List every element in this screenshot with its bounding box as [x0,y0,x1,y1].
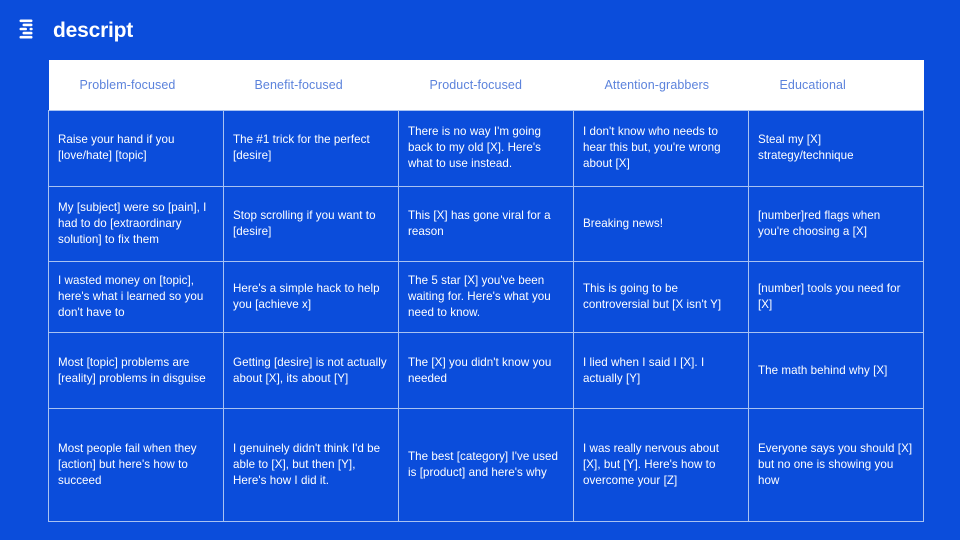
table-cell: My [subject] were so [pain], I had to do [extraordinary solution] to fix them [49,186,224,262]
table-body [49,111,924,522]
table-cell: [number] tools you need for [X] [749,262,924,333]
table-cell: The #1 trick for the perfect [desire] [224,111,399,187]
table-cell: The best [category] I've used is [product] and here's why [399,408,574,521]
table-cell: This [X] has gone viral for a reason [399,186,574,262]
table-cell: Getting [desire] is not actually about [X], its about [Y] [224,333,399,409]
table-cell: Steal my [X] strategy/technique [749,111,924,187]
column-header-problem-focused: Problem-focused [49,60,224,111]
column-header-educational: Educational [749,60,924,111]
table-row [49,408,924,521]
table-cell: The 5 star [X] you've been waiting for. Here's what you need to know. [399,262,574,333]
table-cell: The [X] you didn't know you needed [399,333,574,409]
table-cell: Stop scrolling if you want to [desire] [224,186,399,262]
table-row [49,262,924,333]
matrix-table [48,60,924,522]
table-cell: There is no way I'm going back to my old [X]. Here's what to use instead. [399,111,574,187]
hook-ideas-table [48,60,924,522]
table-header-row [49,60,924,111]
table-cell: Most people fail when they [action] but here's how to succeed [49,408,224,521]
table-cell: [number]red flags when you're choosing a [X] [749,186,924,262]
table-cell: Everyone says you should [X] but no one is showing you how [749,408,924,521]
brand-name: descript [53,18,134,42]
table-cell: I lied when I said I [X]. I actually [Y] [574,333,749,409]
table-cell: I wasted money on [topic], here's what i learned so you don't have to [49,262,224,333]
table-cell: Here's a simple hack to help you [achieve x] [224,262,399,333]
table-cell: Most [topic] problems are [reality] problems in disguise [49,333,224,409]
table-cell: The math behind why [X] [749,333,924,409]
table-row [49,333,924,409]
table-cell: Breaking news! [574,186,749,262]
table-cell: This is going to be controversial but [X isn't Y] [574,262,749,333]
column-header-benefit-focused: Benefit-focused [224,60,399,111]
table-cell: I was really nervous about [X], but [Y]. Here's how to overcome your [Z] [574,408,749,521]
brand-logo [18,16,133,44]
table-cell: I genuinely didn't think I'd be able to [X], but then [Y], Here's how I did it. [224,408,399,521]
table-cell: I don't know who needs to hear this but, you're wrong about [X] [574,111,749,187]
table-row [49,186,924,262]
table-header [49,60,924,111]
descript-logo-icon [18,17,44,43]
table-cell: Raise your hand if you [love/hate] [topic] [49,111,224,187]
table-row [49,111,924,187]
column-header-attention-grabbers: Attention-grabbers [574,60,749,111]
column-header-product-focused: Product-focused [399,60,574,111]
